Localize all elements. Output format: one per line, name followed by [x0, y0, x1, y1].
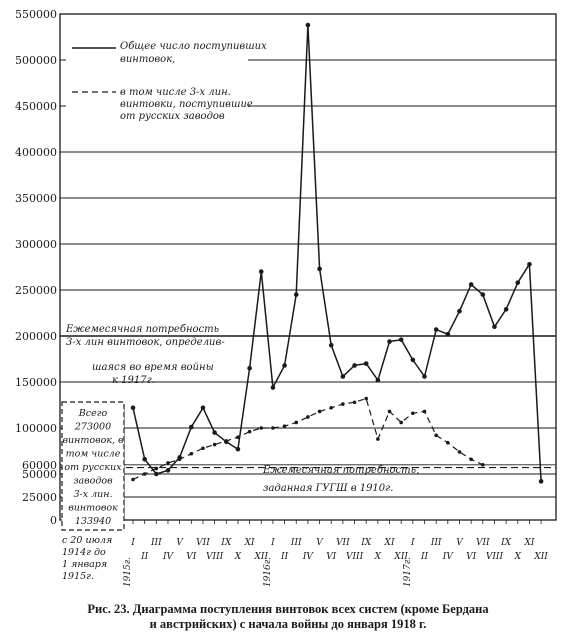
legend-label-russian-2: винтовки, поступившие	[120, 99, 253, 110]
point-total	[364, 361, 369, 366]
point-russian	[434, 434, 438, 438]
point-russian	[341, 402, 345, 406]
x-start-label: 1914г до	[62, 547, 106, 558]
initial-period-label: 133940	[74, 516, 112, 527]
point-total	[189, 425, 194, 430]
y-tick-label: 350000	[15, 192, 57, 205]
point-total	[352, 363, 357, 368]
point-total	[504, 307, 509, 312]
point-total	[329, 343, 334, 348]
reference-line-label: заданная ГУГШ в 1910г.	[263, 483, 394, 494]
x-tick-label: IV	[442, 552, 453, 562]
point-total	[212, 430, 217, 435]
point-russian	[283, 424, 287, 428]
point-russian	[364, 397, 368, 401]
caption-line-2: и австрийских) с начала войны до января 1918 г.	[149, 617, 427, 631]
initial-period-label: 273000	[74, 421, 112, 433]
point-russian	[318, 410, 322, 414]
x-tick-label: II	[420, 552, 429, 562]
y-tick-label: 250000	[15, 284, 57, 297]
x-tick-label: XI	[244, 538, 255, 548]
initial-period-label: заводов	[73, 475, 113, 487]
point-russian	[236, 435, 240, 439]
x-tick-label: VII	[475, 538, 490, 548]
point-total	[469, 282, 474, 287]
x-tick-label: II	[281, 552, 289, 562]
point-russian	[481, 463, 485, 467]
initial-period-label: винтовок, в	[62, 435, 124, 446]
x-tick-label: X	[514, 552, 521, 562]
point-russian	[388, 410, 392, 414]
figure-caption	[18, 602, 558, 632]
point-total	[247, 366, 252, 371]
point-russian	[411, 411, 415, 415]
point-total	[142, 457, 147, 462]
point-total	[259, 269, 264, 274]
x-tick-label: I	[411, 538, 415, 548]
x-tick-label: III	[430, 538, 442, 548]
reference-line-label: Ежемесячная потребность,	[263, 465, 420, 476]
x-tick-label: VII	[336, 538, 350, 548]
x-tick-label: IV	[162, 552, 174, 562]
initial-period-label: том числе	[65, 448, 121, 460]
point-russian	[213, 443, 217, 447]
y-axis	[15, 8, 57, 527]
reference-line-label: 3-х лин винтовок, определив-	[66, 337, 225, 348]
legend-label-total-1: Общее число поступивших	[120, 41, 267, 52]
legend-label-total-2: винтовок,	[120, 54, 176, 65]
x-start-label: 1915г.	[62, 571, 94, 582]
point-total	[422, 374, 427, 379]
point-russian	[248, 430, 252, 434]
point-total	[341, 374, 346, 379]
point-total	[481, 292, 486, 297]
point-russian	[155, 467, 159, 471]
point-russian	[423, 410, 427, 414]
year-label: 1915г.	[123, 556, 133, 588]
x-tick-label: X	[234, 552, 242, 562]
y-tick-label: 0	[50, 514, 57, 527]
year-label: 1917г.	[402, 556, 413, 588]
point-russian	[178, 457, 182, 461]
y-tick-label: 500000	[15, 54, 57, 67]
y-tick-label: 25000	[22, 491, 57, 504]
point-russian	[306, 415, 310, 419]
point-russian	[143, 472, 147, 476]
point-russian	[166, 461, 170, 465]
point-russian	[353, 400, 357, 404]
point-russian	[469, 457, 473, 461]
y-tick-label: 450000	[15, 100, 57, 113]
x-tick-label: VI	[186, 552, 197, 562]
point-total	[271, 385, 276, 390]
point-total	[201, 405, 206, 410]
initial-period-label: Всего	[78, 408, 108, 419]
x-tick-label: III	[290, 538, 302, 548]
point-russian	[399, 421, 403, 425]
reference-line-label: шаяся во время войны	[92, 362, 214, 373]
point-russian	[446, 441, 450, 445]
point-total	[457, 309, 462, 314]
point-total	[539, 479, 544, 484]
x-tick-label: VIII	[206, 552, 224, 562]
point-russian	[131, 478, 135, 482]
x-tick-label: V	[176, 538, 183, 548]
x-tick-label: VI	[466, 552, 477, 562]
x-axis	[62, 520, 548, 587]
legend-label-russian-1: в том числе 3-х лин.	[120, 87, 231, 98]
initial-period-box	[62, 402, 124, 530]
x-tick-label: V	[456, 538, 463, 548]
x-tick-label: IV	[302, 552, 313, 562]
initial-period-label: от русских	[64, 462, 122, 473]
x-tick-label: II	[141, 552, 149, 562]
x-tick-label: IX	[501, 538, 512, 548]
y-tick-label: 50000	[22, 468, 57, 481]
point-russian	[271, 426, 275, 430]
x-tick-label: XII	[254, 552, 269, 562]
initial-period-label: 3-х лин.	[73, 489, 113, 500]
x-tick-label: V	[316, 538, 323, 548]
x-tick-label: I	[131, 538, 135, 548]
y-tick-label: 400000	[15, 146, 57, 159]
point-total	[492, 325, 497, 330]
point-russian	[201, 446, 205, 450]
point-total	[166, 468, 171, 473]
point-russian	[259, 426, 263, 430]
legend	[66, 36, 267, 126]
x-start-label: 1 января	[62, 559, 108, 570]
point-total	[446, 332, 451, 337]
point-russian	[376, 437, 380, 441]
point-total	[411, 358, 416, 363]
point-russian	[190, 452, 194, 456]
point-total	[282, 363, 287, 368]
x-tick-label: III	[150, 538, 162, 548]
point-total	[376, 378, 381, 383]
point-total	[399, 337, 404, 342]
x-tick-label: VI	[326, 552, 337, 562]
point-russian	[294, 421, 298, 425]
x-tick-label: XI	[384, 538, 395, 548]
x-tick-label: VII	[196, 538, 210, 548]
point-total	[154, 472, 159, 477]
legend-label-russian-3: от русских заводов	[120, 111, 225, 122]
year-label: 1916г.	[262, 556, 273, 588]
point-total	[387, 339, 392, 344]
caption-line-1: Рис. 23. Диаграмма поступления винтовок всех систем (кроме Бердана	[87, 602, 489, 616]
x-tick-label: VIII	[485, 552, 504, 562]
point-total	[236, 447, 241, 452]
point-total	[131, 405, 136, 410]
x-tick-label: XI	[524, 538, 535, 548]
reference-line-label: Ежемесячная потребность	[66, 324, 220, 335]
y-tick-label: 300000	[15, 238, 57, 251]
y-tick-label: 550000	[15, 8, 57, 21]
point-total	[515, 280, 520, 285]
x-tick-label: XII	[534, 552, 548, 562]
point-total	[306, 23, 311, 28]
point-total	[317, 267, 322, 272]
point-russian	[329, 406, 333, 410]
y-tick-label: 200000	[15, 330, 57, 343]
y-tick-label: 60000	[22, 458, 57, 472]
x-tick-label: IX	[221, 538, 232, 548]
x-tick-label: VIII	[345, 552, 364, 562]
point-total	[527, 262, 532, 267]
point-total	[294, 292, 299, 297]
x-tick-label: XII	[394, 552, 408, 562]
x-start-label: с 20 июля	[62, 535, 113, 546]
x-tick-label: IX	[361, 538, 372, 548]
y-tick-label: 150000	[15, 376, 57, 389]
initial-period-label: винтовок	[68, 502, 118, 514]
point-total	[434, 327, 439, 332]
x-tick-label: I	[271, 538, 275, 548]
x-tick-label: X	[374, 552, 382, 562]
point-russian	[458, 450, 462, 454]
reference-line-label: к 1917г.	[112, 375, 155, 386]
point-russian	[224, 439, 228, 443]
y-tick-label: 100000	[15, 422, 57, 435]
